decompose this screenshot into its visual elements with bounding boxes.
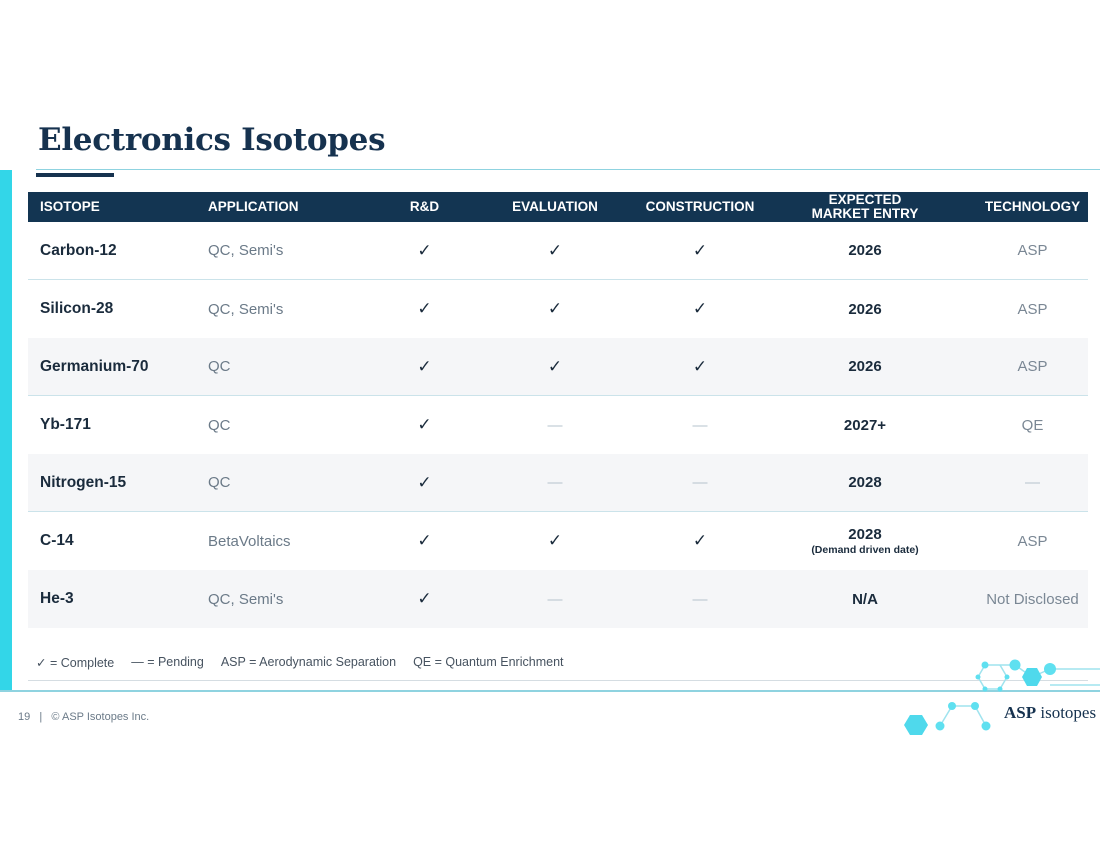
entry-year: 2026 xyxy=(848,242,882,259)
header-construction: CONSTRUCTION xyxy=(645,198,755,214)
cell-rd: ✓ xyxy=(417,589,432,608)
entry-year: 2026 xyxy=(848,300,882,318)
cell-market-entry xyxy=(753,222,977,279)
isotope-table xyxy=(28,192,1088,628)
cell-evaluation: — xyxy=(547,474,563,491)
cell-application: QC, Semi's xyxy=(208,242,284,259)
cell-construction: ✓ xyxy=(692,240,708,260)
cell-construction: ✓ xyxy=(692,356,708,376)
cell-market-entry xyxy=(753,570,977,628)
cell-rd: ✓ xyxy=(417,415,432,434)
table-row xyxy=(28,280,1088,338)
title-rule xyxy=(36,169,1100,170)
cell-technology: ASP xyxy=(1017,242,1048,259)
header-technology: TECHNOLOGY xyxy=(984,198,1081,214)
cell-technology: QE xyxy=(1021,416,1044,434)
cell-rd: ✓ xyxy=(417,356,432,376)
cell-isotope: Germanium-70 xyxy=(40,357,149,375)
entry-year: 2028 xyxy=(848,526,882,543)
cell-evaluation: ✓ xyxy=(547,299,563,318)
cell-rd: ✓ xyxy=(417,472,432,492)
footer-page-info: 19 | © ASP Isotopes Inc. xyxy=(18,711,150,723)
cell-evaluation: — xyxy=(547,416,563,434)
cell-construction: — xyxy=(692,474,708,491)
cell-evaluation: ✓ xyxy=(547,356,563,376)
legend-asp: ASP = Aerodynamic Separation xyxy=(220,655,397,669)
cell-isotope: Nitrogen-15 xyxy=(40,473,127,491)
cell-rd: ✓ xyxy=(417,299,432,318)
logo-bold: ASP xyxy=(1004,703,1037,722)
cell-application: QC, Semi's xyxy=(208,590,284,608)
cell-application: QC, Semi's xyxy=(208,300,284,318)
cell-technology: — xyxy=(1025,474,1040,491)
table-row xyxy=(28,222,1088,280)
entry-note: (Demand driven date) xyxy=(811,544,919,556)
cell-isotope: Silicon-28 xyxy=(40,300,114,317)
page-title: Electronics Isotopes xyxy=(38,122,386,158)
table-row xyxy=(28,338,1088,396)
header-isotope: ISOTOPE xyxy=(40,198,100,214)
cell-rd: ✓ xyxy=(417,531,432,550)
table-row xyxy=(28,396,1088,454)
cell-evaluation: ✓ xyxy=(547,531,563,550)
entry-year: 2028 xyxy=(848,474,882,491)
cell-market-entry xyxy=(753,396,977,454)
left-accent-bar xyxy=(0,170,12,692)
cell-construction: ✓ xyxy=(692,531,708,550)
cell-technology: ASP xyxy=(1017,300,1048,318)
cell-application: QC xyxy=(208,416,231,434)
molecule-logo-icon xyxy=(900,655,1100,740)
cell-technology: ASP xyxy=(1017,532,1048,550)
cell-application: QC xyxy=(208,474,231,491)
entry-year: N/A xyxy=(852,590,878,608)
header-market-entry: EXPECTED MARKET ENTRY xyxy=(811,191,919,221)
cell-market-entry xyxy=(753,338,977,395)
legend xyxy=(36,655,581,670)
cell-market-entry xyxy=(753,512,977,570)
cell-isotope: C-14 xyxy=(40,532,74,549)
header-evaluation: EVALUATION xyxy=(512,198,598,214)
logo-rest: isotopes xyxy=(1040,703,1097,722)
cell-evaluation: ✓ xyxy=(547,240,563,260)
cell-construction: — xyxy=(692,590,708,608)
entry-year: 2027+ xyxy=(843,416,887,434)
legend-pending: — = Pending xyxy=(131,655,204,669)
cell-construction: ✓ xyxy=(692,299,708,318)
cell-isotope: Yb-171 xyxy=(40,416,91,433)
legend-complete: ✓ = Complete xyxy=(36,656,115,670)
table-row xyxy=(28,570,1088,628)
cell-evaluation: — xyxy=(547,590,563,608)
cell-rd: ✓ xyxy=(417,240,432,260)
cell-isotope: Carbon-12 xyxy=(40,241,117,259)
entry-year: 2026 xyxy=(848,358,882,375)
header-application: APPLICATION xyxy=(208,198,299,214)
brand-logo-text xyxy=(1004,703,1096,723)
cell-technology: Not Disclosed xyxy=(986,590,1079,608)
title-underline xyxy=(36,173,114,177)
cell-market-entry xyxy=(753,280,977,338)
table-header xyxy=(28,192,1088,222)
cell-application: BetaVoltaics xyxy=(208,532,291,550)
cell-market-entry xyxy=(753,454,977,511)
cell-construction: — xyxy=(692,416,708,434)
header-rd: R&D xyxy=(409,198,440,214)
cell-isotope: He-3 xyxy=(40,590,74,607)
table-row xyxy=(28,454,1088,512)
cell-application: QC xyxy=(208,358,231,375)
table-row xyxy=(28,512,1088,570)
legend-qe: QE = Quantum Enrichment xyxy=(413,655,564,669)
cell-technology: ASP xyxy=(1017,358,1048,375)
